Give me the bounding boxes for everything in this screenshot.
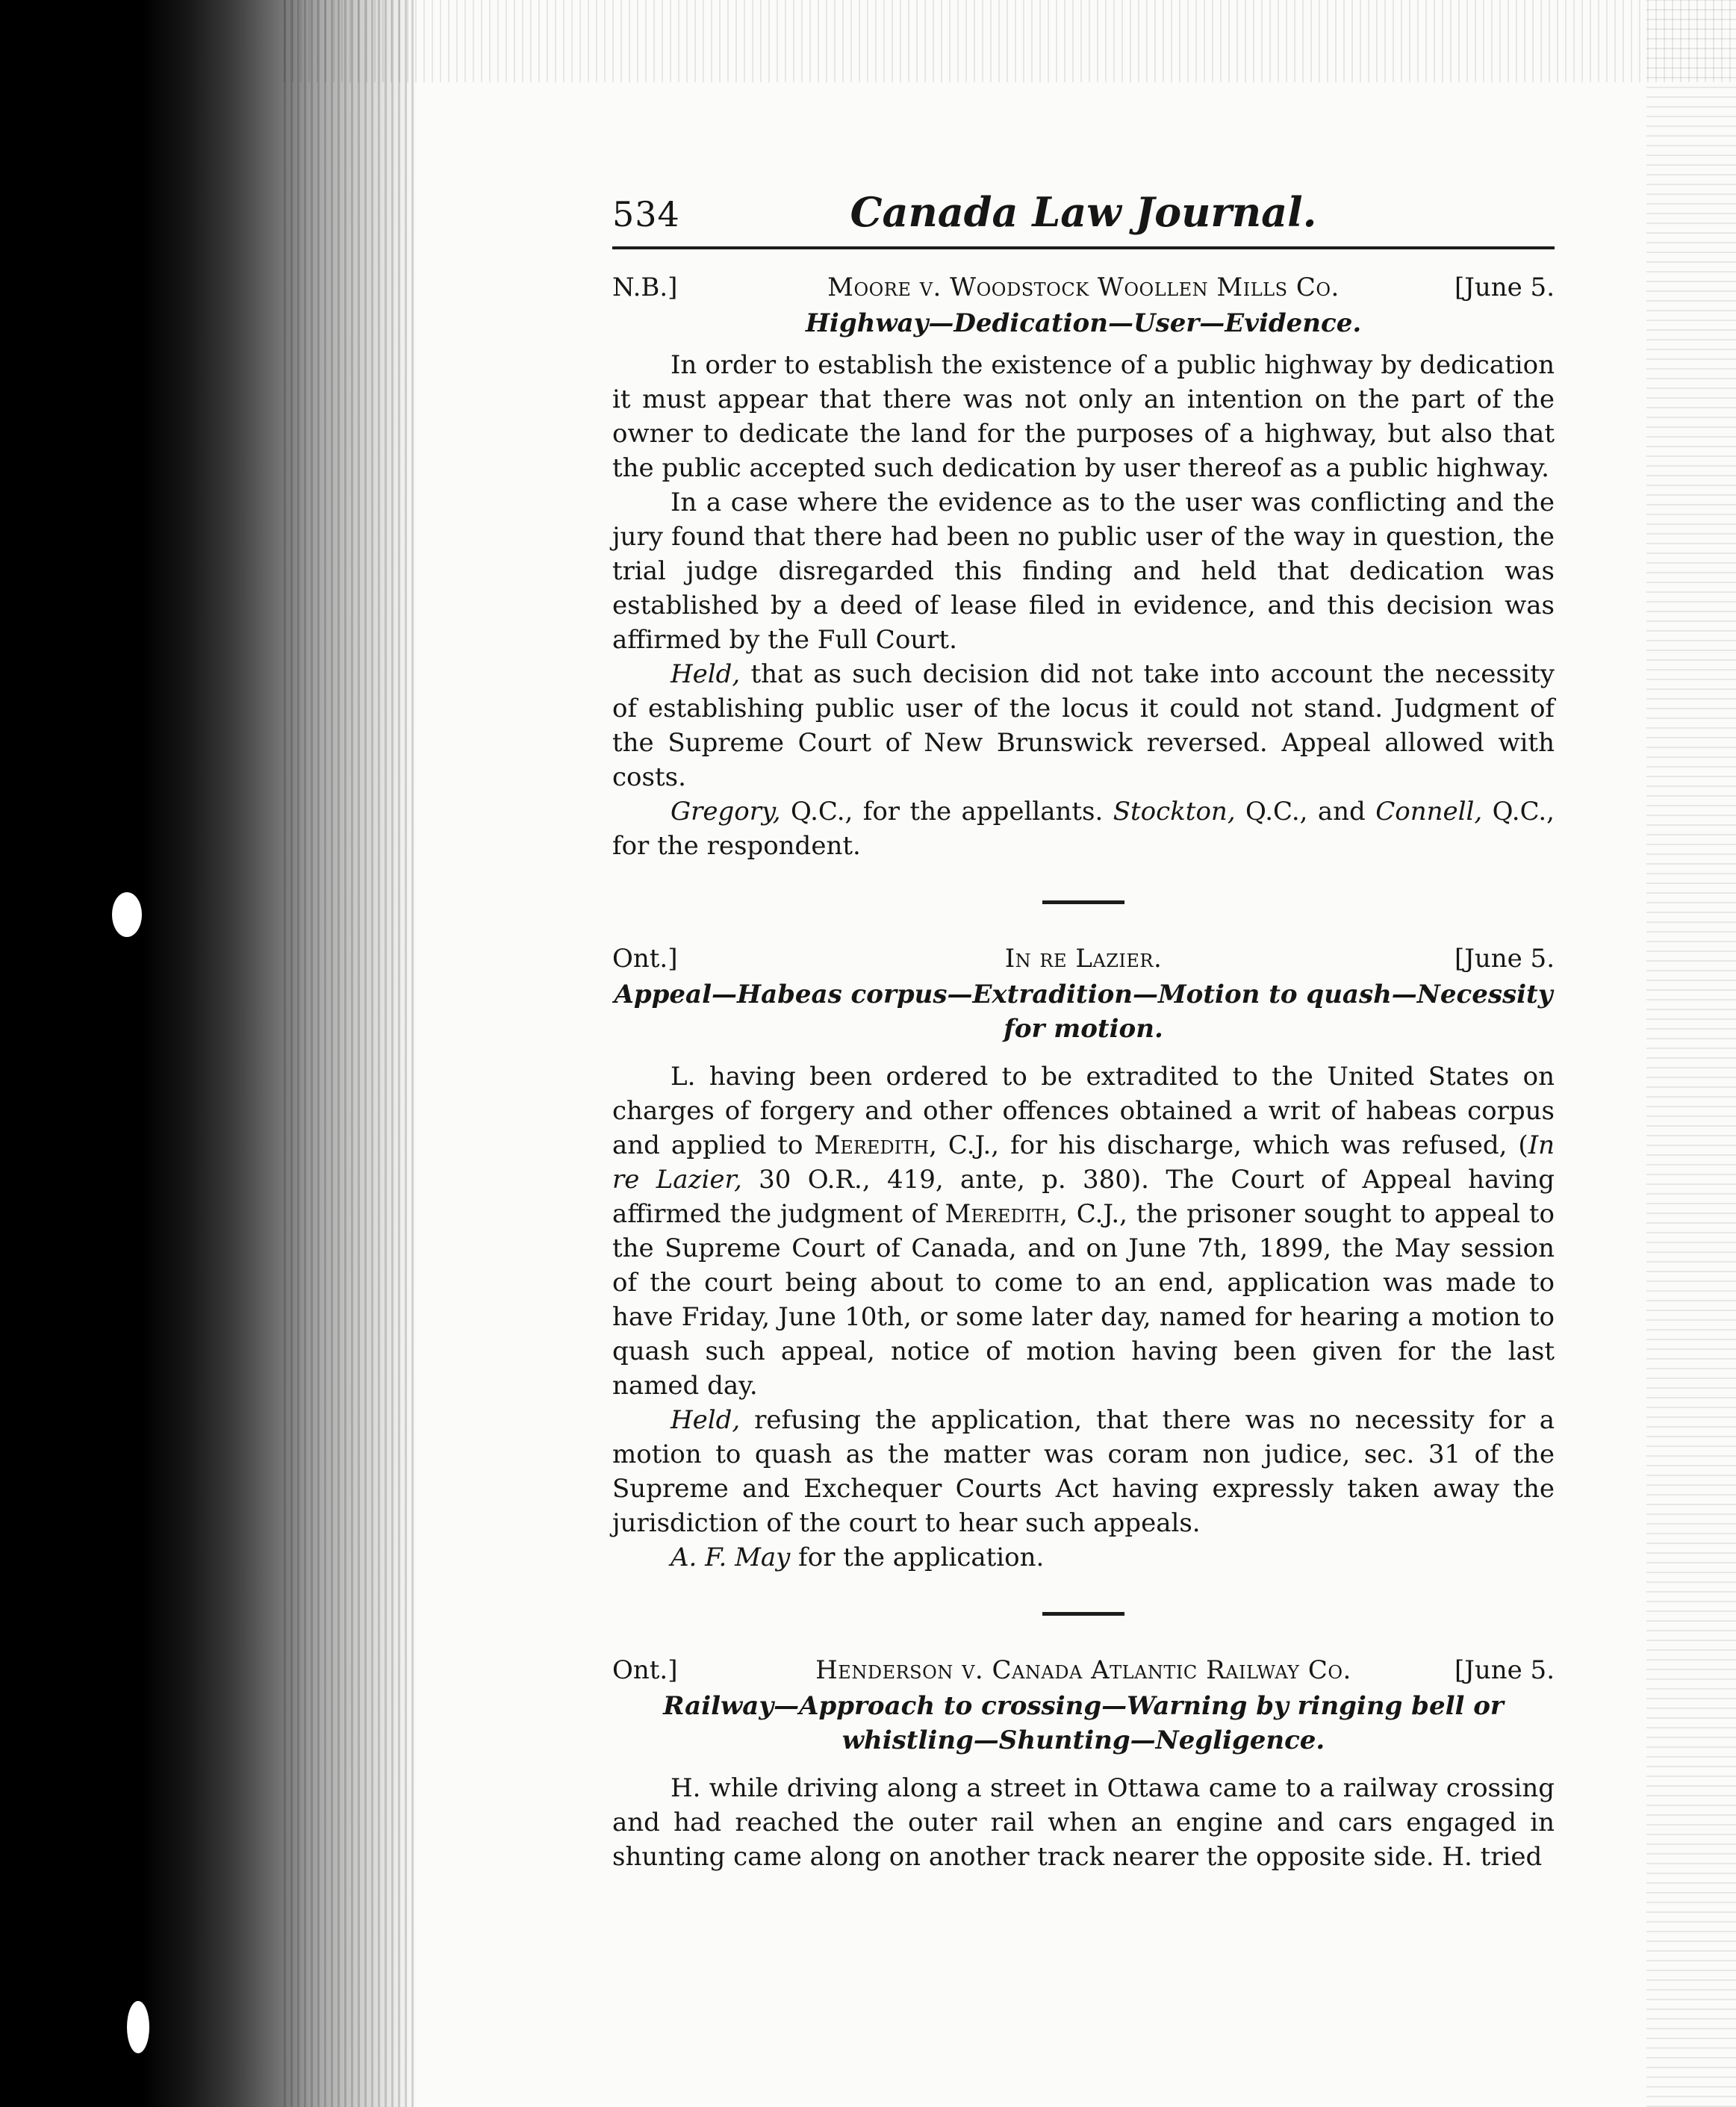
- page-content: [612, 187, 1555, 1874]
- header-rule: [612, 246, 1555, 249]
- case-text: C.J., for his discharge, which was refused, (: [936, 1130, 1528, 1160]
- spine-scan-texture: [284, 0, 418, 2107]
- case-text: 30 O.R., 419, ante, p. 380). The Court of Appeal having affirmed the judgment of: [612, 1165, 1555, 1229]
- holding-paragraph: [612, 1403, 1555, 1540]
- running-head: [612, 187, 1555, 245]
- case-name: Henderson v. Canada Atlantic Railway Co.: [815, 1655, 1351, 1685]
- case-topic: Highway—Dedication—User—Evidence.: [805, 308, 1362, 338]
- counsel-name: Stockton,: [1113, 797, 1236, 827]
- counsel-name: Connell,: [1375, 797, 1483, 827]
- case-topic: Appeal—Habeas corpus—Extradition—Motion to quash—Necessity for motion.: [614, 980, 1553, 1044]
- page-number: 534: [612, 194, 680, 234]
- case-heading: [612, 937, 1555, 977]
- case-text: L. having been ordered to be extradited to the United States on charges of forgery and other offences obtained a writ of habeas corpus and applied to: [612, 1062, 1555, 1160]
- counsel-paragraph: [612, 794, 1555, 863]
- case-date: [June 5.: [1454, 944, 1555, 974]
- case-province: Ont.]: [612, 1655, 678, 1685]
- case-paragraph: In a case where the evidence as to the user was conflicting and the jury found that there had been no public user of the way in question, the trial judge disregarded this finding and held that dedication was established by a deed of lease filed in evidence, and this decision was affirmed by the Full Court.: [612, 488, 1555, 655]
- case-name: In re Lazier.: [1004, 944, 1163, 974]
- counsel-name: Gregory,: [671, 797, 781, 827]
- section-divider: [1042, 1612, 1124, 1616]
- case-lazier: [612, 937, 1555, 1575]
- scan-speck: [127, 2001, 149, 2053]
- held-label: Held,: [671, 659, 741, 689]
- right-edge-scan-noise: [1646, 0, 1736, 2107]
- counsel-text: for the application.: [790, 1543, 1045, 1572]
- held-text: refusing the application, that there was no necessity for a motion to quash as the matter was coram non judice, sec. 31 of the Supreme and Exchequer Courts Act having expressly taken away the jurisdiction of the court to hear such appeals.: [612, 1405, 1555, 1538]
- top-edge-scan-noise: [284, 0, 1736, 82]
- counsel-name: A. F. May: [671, 1543, 791, 1572]
- case-province: N.B.]: [612, 273, 678, 302]
- case-name: Moore v. Woodstock Woollen Mills Co.: [827, 273, 1340, 302]
- case-paragraph: [612, 1059, 1555, 1403]
- case-moore: [612, 266, 1555, 863]
- case-heading: [612, 1649, 1555, 1689]
- case-henderson: [612, 1649, 1555, 1874]
- held-label: Held,: [671, 1405, 741, 1435]
- judge-name: Meredith,: [814, 1130, 937, 1160]
- case-citation: In re Lazier,: [612, 1130, 1555, 1195]
- counsel-text: Q.C., and: [1235, 797, 1376, 827]
- journal-title: Canada Law Journal.: [850, 188, 1317, 236]
- holding-paragraph: [612, 657, 1555, 794]
- scan-speck: [112, 892, 142, 937]
- case-text: C.J., the prisoner sought to appeal to the Supreme Court of Canada, and on June 7th, 1899, the May session of the court being about to come to an end, application was made to have Friday, June 10th, or some later day, named for hearing a motion to quash such appeal, notice of motion having been given for the last named day.: [612, 1199, 1555, 1401]
- case-province: Ont.]: [612, 944, 678, 974]
- counsel-text: Q.C., for the appellants.: [780, 797, 1113, 827]
- case-topic: Railway—Approach to crossing—Warning by ringing bell or whistling—Shunting—Negligence.: [663, 1691, 1504, 1755]
- case-heading: [612, 266, 1555, 306]
- counsel-text: Q.C., for the respondent.: [612, 797, 1555, 861]
- case-paragraph: In order to establish the existence of a public highway by dedication it must appear that there was not only an intention on the part of the owner to dedicate the land for the purposes of a highway, but also that the public accepted such dedication by user thereof as a public highway.: [612, 350, 1555, 483]
- counsel-paragraph: [612, 1540, 1555, 1575]
- section-divider: [1042, 900, 1124, 904]
- case-paragraph: H. while driving along a street in Ottawa came to a railway crossing and had reached the outer rail when an engine and cars engaged in shunting came along on another track nearer the opposite side. H. tried: [612, 1773, 1555, 1872]
- judge-name: Meredith,: [945, 1199, 1068, 1229]
- case-date: [June 5.: [1454, 1655, 1555, 1685]
- held-text: that as such decision did not take into account the necessity of establishing public user of the locus it could not stand. Judgment of the Supreme Court of New Brunswick reversed. Appeal allowed with costs.: [612, 659, 1555, 792]
- case-date: [June 5.: [1454, 273, 1555, 302]
